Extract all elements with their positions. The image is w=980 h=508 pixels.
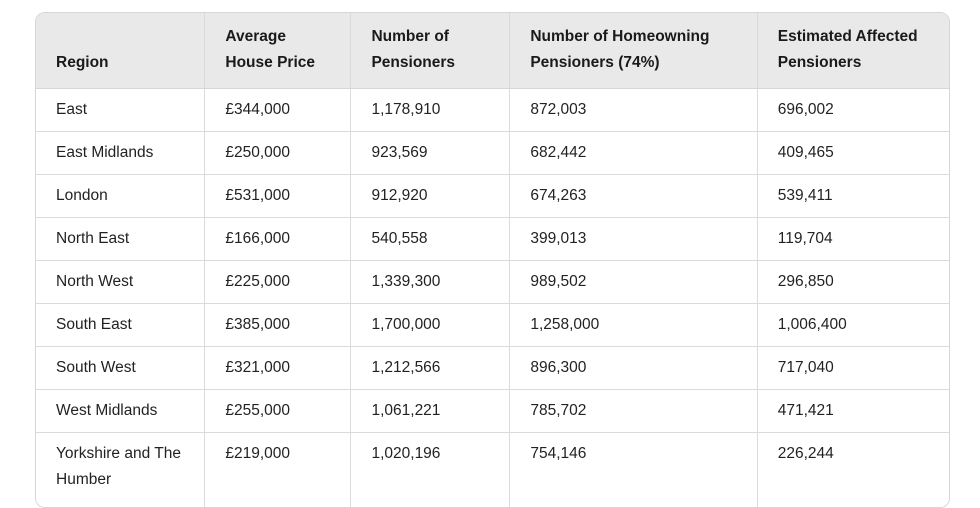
region-cell: South West [36, 347, 205, 390]
table-body [36, 89, 949, 508]
region-cell: South East [36, 304, 205, 347]
value-cell: 1,258,000 [510, 304, 757, 347]
value-cell: 682,442 [510, 132, 757, 175]
value-cell: 1,006,400 [757, 304, 949, 347]
value-cell: 399,013 [510, 218, 757, 261]
value-cell: 674,263 [510, 175, 757, 218]
value-cell: 1,339,300 [351, 261, 510, 304]
value-cell: 989,502 [510, 261, 757, 304]
value-cell: 696,002 [757, 89, 949, 132]
region-cell: North West [36, 261, 205, 304]
value-cell: £250,000 [205, 132, 351, 175]
column-header-estimated-affected-pensioners: Estimated Affected Pensioners [757, 13, 949, 89]
value-cell: £219,000 [205, 433, 351, 508]
table-row-south-west [36, 347, 949, 390]
value-cell: 539,411 [757, 175, 949, 218]
value-cell: 923,569 [351, 132, 510, 175]
value-cell: 872,003 [510, 89, 757, 132]
value-cell: 471,421 [757, 390, 949, 433]
table-header [36, 13, 949, 89]
value-cell: 119,704 [757, 218, 949, 261]
value-cell: 717,040 [757, 347, 949, 390]
region-cell: London [36, 175, 205, 218]
value-cell: 1,061,221 [351, 390, 510, 433]
region-cell: Yorkshire and The Humber [36, 433, 205, 508]
region-cell: North East [36, 218, 205, 261]
table-row-south-east [36, 304, 949, 347]
region-cell: East Midlands [36, 132, 205, 175]
table-row-london [36, 175, 949, 218]
regional-pensioners-table-card [35, 12, 950, 508]
table-row-yorkshire-and-the-humber [36, 433, 949, 508]
column-header-average-house-price: Average House Price [205, 13, 351, 89]
value-cell: 540,558 [351, 218, 510, 261]
value-cell: £531,000 [205, 175, 351, 218]
value-cell: £344,000 [205, 89, 351, 132]
value-cell: 896,300 [510, 347, 757, 390]
value-cell: 296,850 [757, 261, 949, 304]
value-cell: £255,000 [205, 390, 351, 433]
value-cell: £321,000 [205, 347, 351, 390]
column-header-region: Region [36, 13, 205, 89]
table-row-north-east [36, 218, 949, 261]
value-cell: 1,178,910 [351, 89, 510, 132]
column-header-number-of-pensioners: Number of Pensioners [351, 13, 510, 89]
table-row-east-midlands [36, 132, 949, 175]
value-cell: £225,000 [205, 261, 351, 304]
regional-pensioners-table [36, 13, 949, 507]
table-row-east [36, 89, 949, 132]
value-cell: 912,920 [351, 175, 510, 218]
value-cell: £166,000 [205, 218, 351, 261]
value-cell: 226,244 [757, 433, 949, 508]
region-cell: West Midlands [36, 390, 205, 433]
region-cell: East [36, 89, 205, 132]
value-cell: 785,702 [510, 390, 757, 433]
value-cell: 1,700,000 [351, 304, 510, 347]
value-cell: 409,465 [757, 132, 949, 175]
value-cell: 754,146 [510, 433, 757, 508]
table-row-west-midlands [36, 390, 949, 433]
value-cell: £385,000 [205, 304, 351, 347]
column-header-number-of-homeowning-pensioners-74: Number of Homeowning Pensioners (74%) [510, 13, 757, 89]
table-row-north-west [36, 261, 949, 304]
header-row [36, 13, 949, 89]
value-cell: 1,212,566 [351, 347, 510, 390]
value-cell: 1,020,196 [351, 433, 510, 508]
